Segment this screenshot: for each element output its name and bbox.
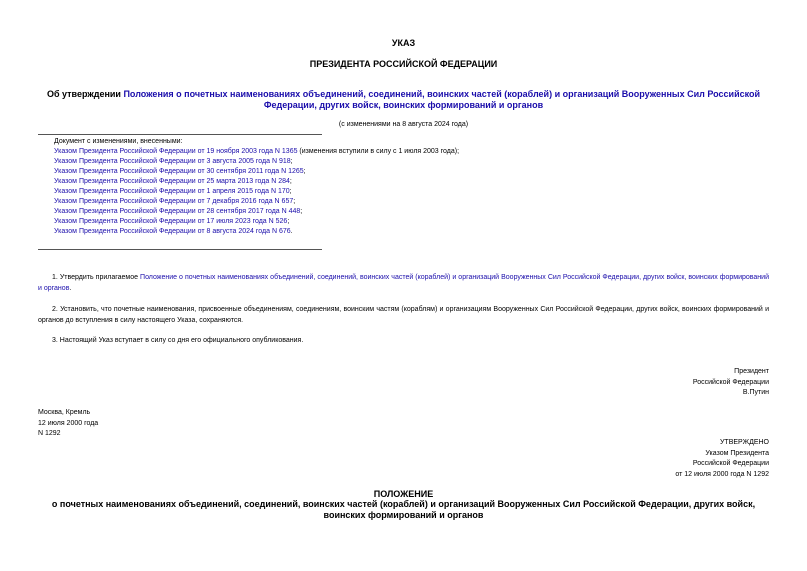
change-item [54,187,654,197]
subject-prefix: Об утверждении [46,89,124,99]
polozhenie-subtitle: о почетных наименованиях объединений, соединений, воинских частей (кораблей) и организаций Вооруженных Сил Российской Федерации, других войск, воинских формирований и органов [51,499,756,520]
change-item [54,217,654,227]
place: Москва, Кремль [38,409,91,416]
change-item [54,177,654,187]
approved-block [675,438,769,480]
change-note: (изменения вступили в силу с 1 июля 2003 года); [297,148,460,155]
change-link[interactable]: Указом Президента Российской Федерации от 1 апреля 2015 года N 170 [54,188,290,195]
p1-prefix: 1. Утвердить прилагаемое [52,274,141,281]
change-link[interactable]: Указом Президента Российской Федерации от 3 августа 2005 года N 918 [54,158,291,165]
change-item [54,197,654,207]
paragraph-2: 2. Установить, что почетные наименования, присвоенные объединениям, соединениям, воинским частям (кораблям) и организациям Вооруженных Сил Российской Федерации, других войск, воинских формирований и органов до вступления в силу настоящего Указа, сохраняются. [38,306,769,324]
changes-block [54,137,654,237]
change-item [54,227,654,237]
change-item [54,147,654,157]
number: N 1292 [38,430,61,437]
paragraph-1 [38,272,769,294]
amended-note: (с изменениями на 8 августа 2024 года) [338,121,469,128]
place-date-block [38,408,98,440]
change-link[interactable]: Указом Президента Российской Федерации от 17 июля 2023 года N 526 [54,218,288,225]
signature-country: Российской Федерации [692,378,769,386]
p1-suffix: . [69,285,72,292]
subject-link[interactable]: Положения о почетных наименованиях объединений, соединений, воинских частей (кораблей) и организаций Вооруженных Сил Российской Федерации, других войск, воинских формирований и органов [123,89,761,110]
change-link[interactable]: Указом Президента Российской Федерации от 19 ноября 2003 года N 1365 [54,148,298,155]
approved-label: УТВЕРЖДЕНО [719,439,769,446]
change-link[interactable]: Указом Президента Российской Федерации от 8 августа 2024 года N 676 [54,228,291,235]
decree-title: УКАЗ [391,38,416,48]
change-item [54,167,654,177]
paragraph-3: 3. Настоящий Указ вступает в силу со дня его официального опубликования. [52,337,304,344]
change-note: ; [293,198,296,205]
change-note: ; [289,188,292,195]
signature-block [693,367,769,399]
approved-country: Российской Федерации [692,460,769,467]
change-link[interactable]: Указом Президента Российской Федерации от 28 сентября 2017 года N 448 [54,208,301,215]
change-link[interactable]: Указом Президента Российской Федерации от 25 марта 2013 года N 284 [54,178,290,185]
change-link[interactable]: Указом Президента Российской Федерации от 30 сентября 2011 года N 1265 [54,168,304,175]
changes-top-divider [38,134,322,135]
signature-title: Президент [734,368,769,375]
change-item [54,157,654,167]
decree-subject [40,89,767,111]
changes-heading: Документ с изменениями, внесенными: [54,138,183,145]
changes-bottom-divider [38,249,322,250]
change-note: ; [300,208,303,215]
change-note: . [290,228,293,235]
change-note: ; [287,218,290,225]
change-note: ; [290,158,293,165]
change-link[interactable]: Указом Президента Российской Федерации от 7 декабря 2016 года N 657 [54,198,294,205]
change-note: ; [303,168,306,175]
signature-name: В.Путин [742,389,769,396]
change-item [54,207,654,217]
change-note: ; [289,178,292,185]
approved-by: Указом Президента [705,449,769,457]
decree-issuer: ПРЕЗИДЕНТА РОССИЙСКОЙ ФЕДЕРАЦИИ [309,59,498,69]
approved-date: от 12 июля 2000 года N 1292 [675,470,769,478]
p1-link[interactable]: Положение о почетных наименованиях объединений, соединений, воинских частей (кораблей) и организаций Вооруженных Сил Российской Федерации, других войск, воинских формирований и органов [38,274,769,292]
date: 12 июля 2000 года [38,419,99,427]
polozhenie-title: ПОЛОЖЕНИЕ [373,489,434,499]
